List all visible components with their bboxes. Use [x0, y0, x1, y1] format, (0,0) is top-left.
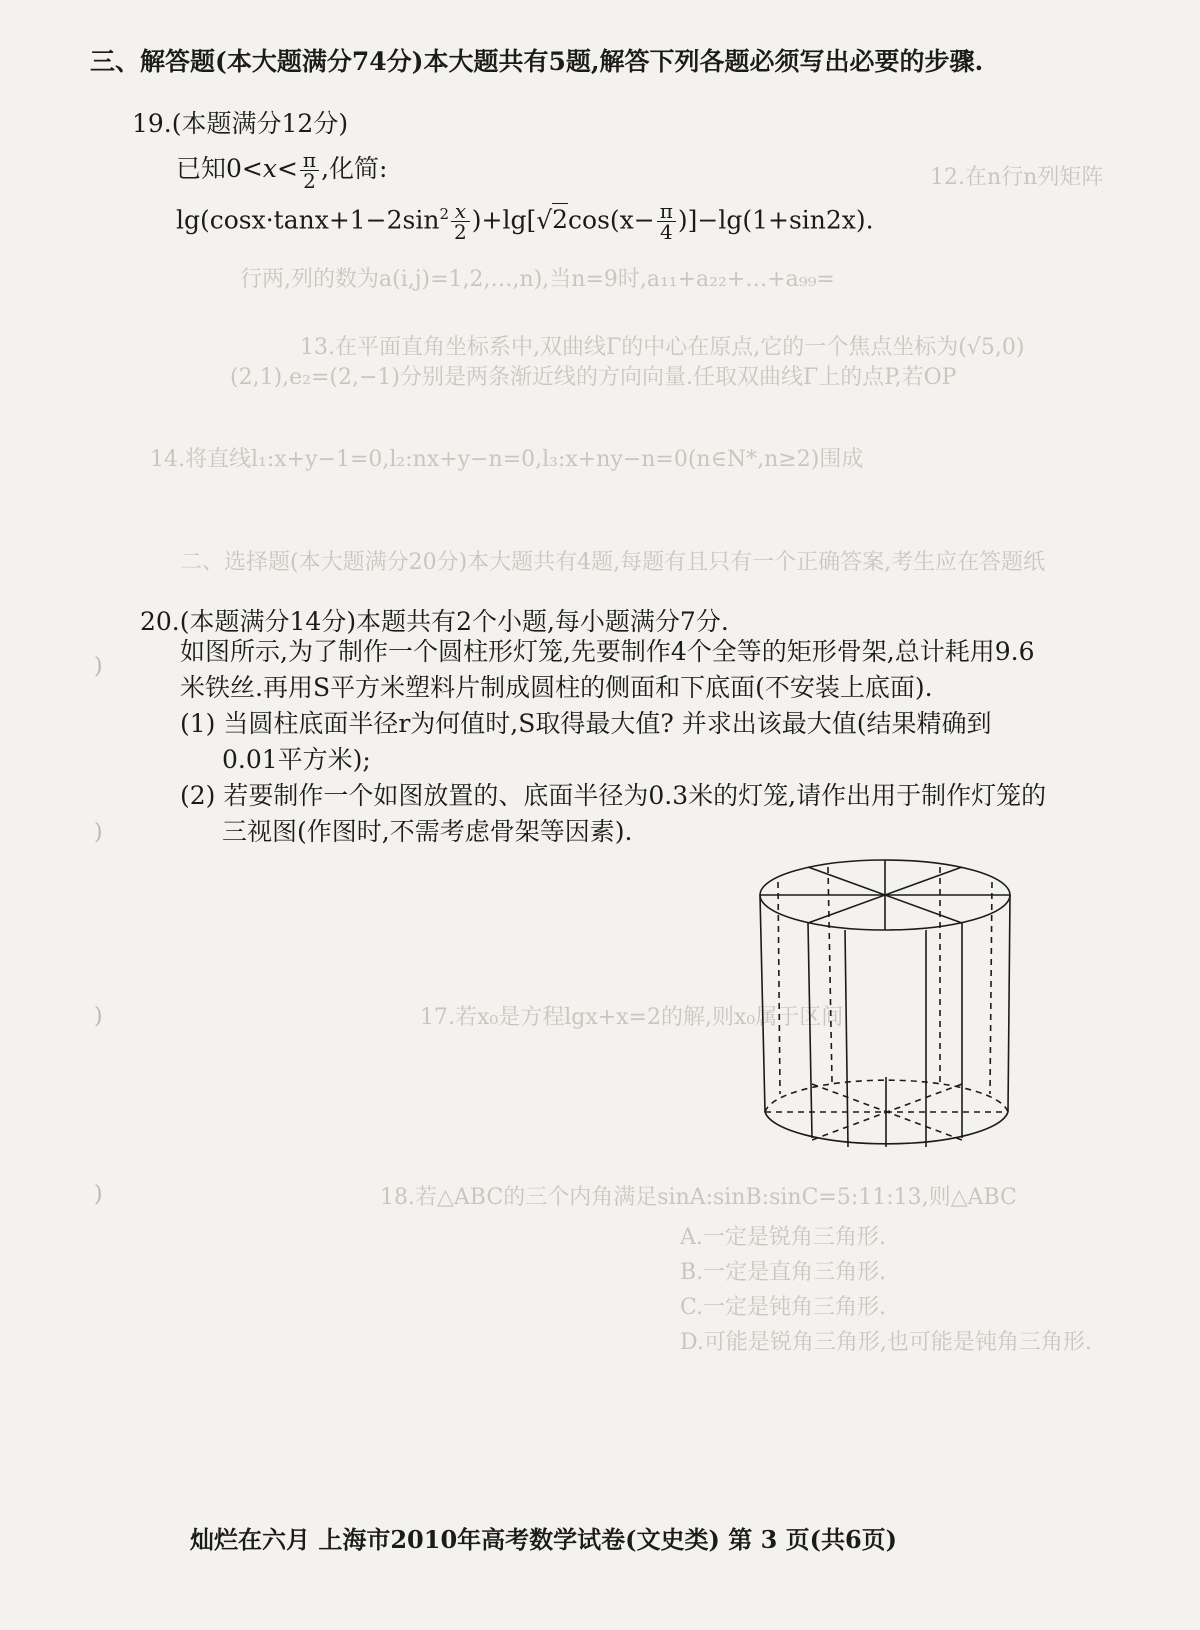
sqrt-symbol: √: [536, 205, 553, 235]
q19-given-var: x: [262, 154, 277, 183]
side-line-right: [1008, 895, 1010, 1112]
bleed-through-text: 17.若x₀是方程lgx+x=2的解,则x₀属于区间: [420, 1005, 844, 1030]
q19-given-suffix: ,化简:: [321, 154, 388, 183]
q19-given-prefix: 已知0<: [176, 154, 263, 183]
pi-over-2-fraction: $\frac{\pi}{2}$: [300, 150, 319, 191]
side-line-left: [760, 895, 765, 1112]
q20-paragraph-line: 如图所示,为了制作一个圆柱形灯笼,先要制作4个全等的矩形骨架,总计耗用9.6: [180, 637, 1035, 666]
q20-subquestion-1: (1) 当圆柱底面半径r为何值时,S取得最大值? 并求出该最大值(结果精确到: [180, 709, 992, 738]
q19-given-lt: <: [276, 154, 298, 183]
bleed-through-text: B.一定是直角三角形.: [680, 1260, 887, 1285]
bleed-through-paren: ): [94, 1004, 103, 1029]
bleed-through-text: 18.若△ABC的三个内角满足sinA:sinB:sinC=5:11:13,则△ABC: [380, 1185, 1017, 1210]
page-footer: 灿烂在六月 上海市2010年高考数学试卷(文史类) 第 3 页(共6页): [190, 1525, 898, 1554]
bleed-through-paren: ): [94, 654, 103, 679]
pi-over-4-fraction: $\frac{\pi}{4}$: [657, 201, 676, 242]
bleed-through-text: 二、选择题(本大题满分20分)本大题共有4题,每题有且只有一个正确答案,考生应在答题纸: [180, 550, 1046, 575]
bleed-through-text: (2,1),e₂=(2,−1)分别是两条渐近线的方向向量.任取双曲线Γ上的点P,若OP: [230, 365, 957, 390]
cylinder-lantern-figure: [740, 850, 1040, 1180]
bleed-through-paren: ): [94, 820, 103, 845]
q19-header: 19.(本题满分12分): [132, 109, 349, 138]
q19-given-condition: [176, 150, 387, 191]
bleed-through-paren: ): [94, 1182, 103, 1207]
bleed-through-text: A.一定是锐角三角形.: [680, 1225, 886, 1250]
q20-header: 20.(本题满分14分)本题共有2个小题,每小题满分7分.: [140, 607, 729, 636]
q19-expression: $\lg(\cos x\cdot\tan x+1-2\sin^2$ $\frac{x}{2}$ )+lg[√2cos(x− $\frac{\pi}{4}$ )]−lg(1+sin2x).: [176, 199, 874, 245]
q20-subquestion-2-cont: 三视图(作图时,不需考虑骨架等因素).: [222, 817, 633, 846]
x-over-2-fraction: $\frac{x}{2}$: [451, 201, 470, 242]
bleed-through-text: 13.在平面直角坐标系中,双曲线Γ的中心在原点,它的一个焦点坐标为(√5,0): [300, 335, 1025, 360]
bleed-through-text: 行两,列的数为a(i,j)=1,2,…,n),当n=9时,a₁₁+a₂₂+…+a₉₉=: [240, 267, 835, 292]
q20-paragraph-line: 米铁丝.再用S平方米塑料片制成圆柱的侧面和下底面(不安装上底面).: [180, 673, 933, 702]
front-frame-line: [845, 930, 848, 1147]
bleed-through-text: 14.将直线l₁:x+y−1=0,l₂:nx+y−n=0,l₃:x+ny−n=0(n∈N*,n≥2)围成: [150, 447, 864, 472]
bleed-through-text: D.可能是锐角三角形,也可能是钝角三角形.: [680, 1330, 1092, 1355]
hidden-back-line: [828, 867, 832, 1082]
bleed-through-text: 12.在n行n列矩阵: [930, 165, 1104, 190]
q20-subquestion-2: (2) 若要制作一个如图放置的、底面半径为0.3米的灯笼,请作出用于制作灯笼的: [180, 781, 1047, 810]
section-heading: 三、解答题(本大题满分74分)本大题共有5题,解答下列各题必须写出必要的步骤.: [90, 47, 984, 76]
q20-subquestion-1-cont: 0.01平方米);: [222, 745, 371, 774]
front-frame-line: [808, 923, 812, 1138]
bleed-through-text: C.一定是钝角三角形.: [680, 1295, 887, 1320]
